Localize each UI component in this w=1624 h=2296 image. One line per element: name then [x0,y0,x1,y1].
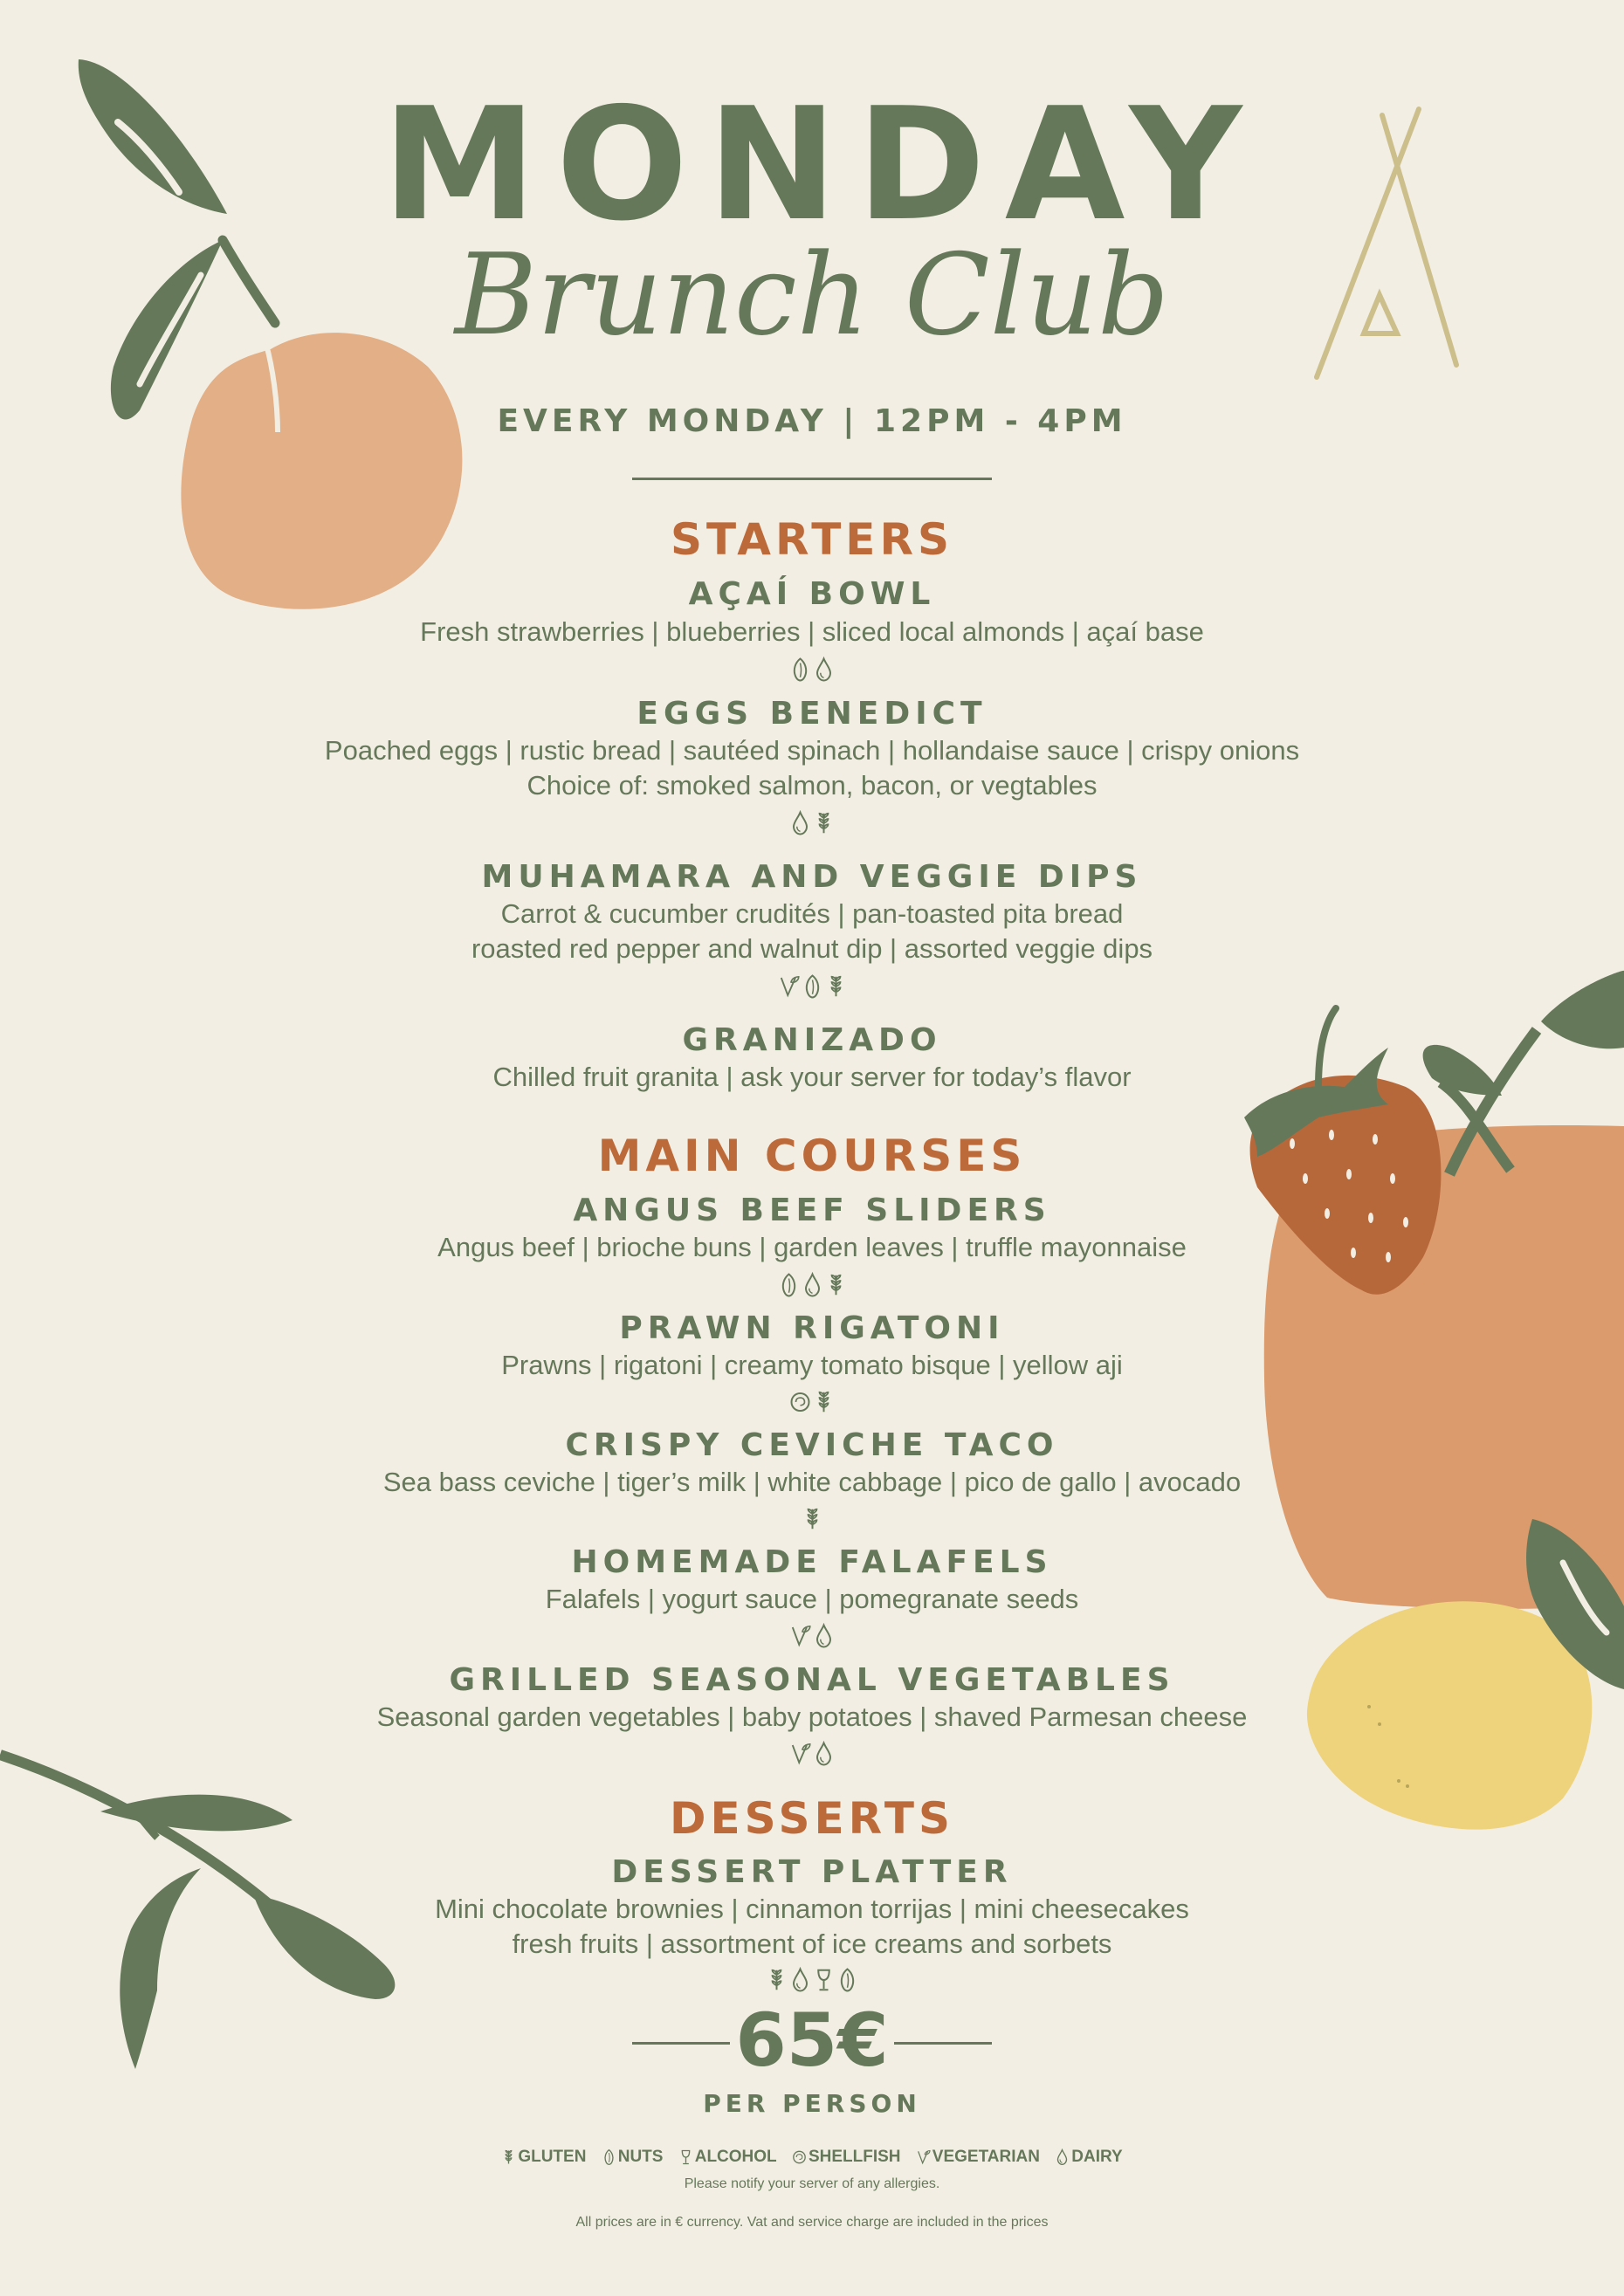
gluten-icon [802,1506,823,1532]
item-name-prawn-rigatoni: PRAWN RIGATONI [619,1310,1005,1346]
dairy-icon [789,1967,811,1993]
menu-title: MONDAY [382,74,1262,255]
gluten-icon [825,1272,847,1298]
item-desc-granizado: Chilled fruit granita | ask your server for today’s flavor [492,1062,1132,1092]
allergen-icons [0,656,1624,686]
item-name-acai-bowl: AÇAÍ BOWL [688,576,936,612]
item-desc-prawn-rigatoni: Prawns | rigatoni | creamy tomato bisque | yellow aji [501,1350,1123,1380]
legend-nuts: NUTS [602,2148,664,2167]
dairy-icon [802,1272,823,1298]
menu-subtitle: Brunch Club [454,230,1170,361]
nuts-icon [778,1272,800,1298]
dairy-icon [813,1623,835,1649]
gluten-icon [766,1967,788,1993]
dairy-icon [1055,2148,1070,2166]
price-amount: 65€ [735,1997,889,2083]
section-title-desserts: DESSERTS [670,1793,954,1844]
allergy-notice: Please notify your server of any allergies. [684,2176,940,2191]
item-name-angus-beef-sliders: ANGUS BEEF SLIDERS [573,1193,1051,1228]
shellfish-icon [789,1389,811,1415]
item-desc-angus-beef-sliders: Angus beef | brioche buns | garden leaves | truffle mayonnaise [437,1232,1187,1262]
dairy-icon [813,1741,835,1767]
price-label: PER PERSON [703,2089,921,2118]
item-name-eggs-benedict: EGGS BENEDICT [637,696,987,732]
item-name-granizado: GRANIZADO [682,1022,942,1058]
legend-alcohol: ALCOHOL [678,2148,777,2167]
item-desc-grilled-vegetables: Seasonal garden vegetables | baby potatoes | shaved Parmesan cheese [376,1701,1248,1732]
item-name-muhamara: MUHAMARA AND VEGGIE DIPS [481,859,1143,895]
dairy-icon [813,656,835,683]
gluten-icon [813,1389,835,1415]
vegetarian-icon [916,2148,931,2166]
nuts-icon [836,1967,858,1993]
allergen-icons [0,1506,1624,1536]
item-name-homemade-falafels: HOMEMADE FALAFELS [571,1544,1053,1580]
vegetarian-icon [789,1741,811,1767]
section-title-starters: STARTERS [671,514,953,565]
nuts-icon [789,656,811,683]
item-desc-muhamara: Carrot & cucumber crudités | pan-toasted pita bread roasted red pepper and walnut dip | assorted veggie dips [471,898,1153,965]
item-desc-homemade-falafels: Falafels | yogurt sauce | pomegranate seeds [545,1584,1079,1614]
allergen-icons [0,1741,1624,1770]
nuts-icon [802,973,823,1000]
alcohol-icon [813,1967,835,1993]
dairy-icon [789,810,811,836]
legend-shellfish: SHELLFISH [792,2148,901,2167]
nuts-icon [602,2148,616,2166]
allergen-icons [0,1967,1624,1997]
item-desc-dessert-platter: Mini chocolate brownies | cinnamon torrijas | mini cheesecakes fresh fruits | assortment of ice creams and sorbets [435,1894,1189,1960]
shellfish-icon [792,2148,807,2166]
price-rule-right [894,2042,992,2045]
legend-vegetarian: VEGETARIAN [916,2148,1040,2167]
legend-dairy: DAIRY [1055,2148,1122,2167]
divider-line [632,478,992,480]
gluten-icon [813,810,835,836]
item-name-crispy-ceviche-taco: CRISPY CEVICHE TACO [565,1427,1059,1463]
allergen-icons [0,1272,1624,1302]
allergen-icons [0,810,1624,840]
allergen-legend [0,2148,1624,2167]
vegetarian-icon [778,973,800,1000]
allergen-icons [0,973,1624,1003]
section-title-mains: MAIN COURSES [597,1131,1027,1181]
gluten-icon [825,973,847,1000]
item-name-dessert-platter: DESSERT PLATTER [611,1854,1013,1890]
item-desc-acai-bowl: Fresh strawberries | blueberries | sliced local almonds | açaí base [420,616,1204,647]
item-name-grilled-vegetables: GRILLED SEASONAL VEGETABLES [449,1662,1175,1698]
legend-gluten: GLUTEN [501,2148,586,2167]
price-notice: All prices are in € currency. Vat and service charge are included in the prices [575,2215,1049,2230]
alcohol-icon [678,2148,693,2166]
schedule-text: EVERY MONDAY | 12PM - 4PM [497,403,1127,439]
allergen-icons [0,1623,1624,1653]
item-desc-crispy-ceviche-taco: Sea bass ceviche | tiger’s milk | white cabbage | pico de gallo | avocado [382,1467,1242,1497]
item-desc-eggs-benedict: Poached eggs | rustic bread | sautéed spinach | hollandaise sauce | crispy onions Choice of: smoked salmon, bacon, or vegtables [324,735,1300,801]
allergen-icons [0,1389,1624,1419]
gluten-icon [501,2148,516,2166]
vegetarian-icon [789,1623,811,1649]
